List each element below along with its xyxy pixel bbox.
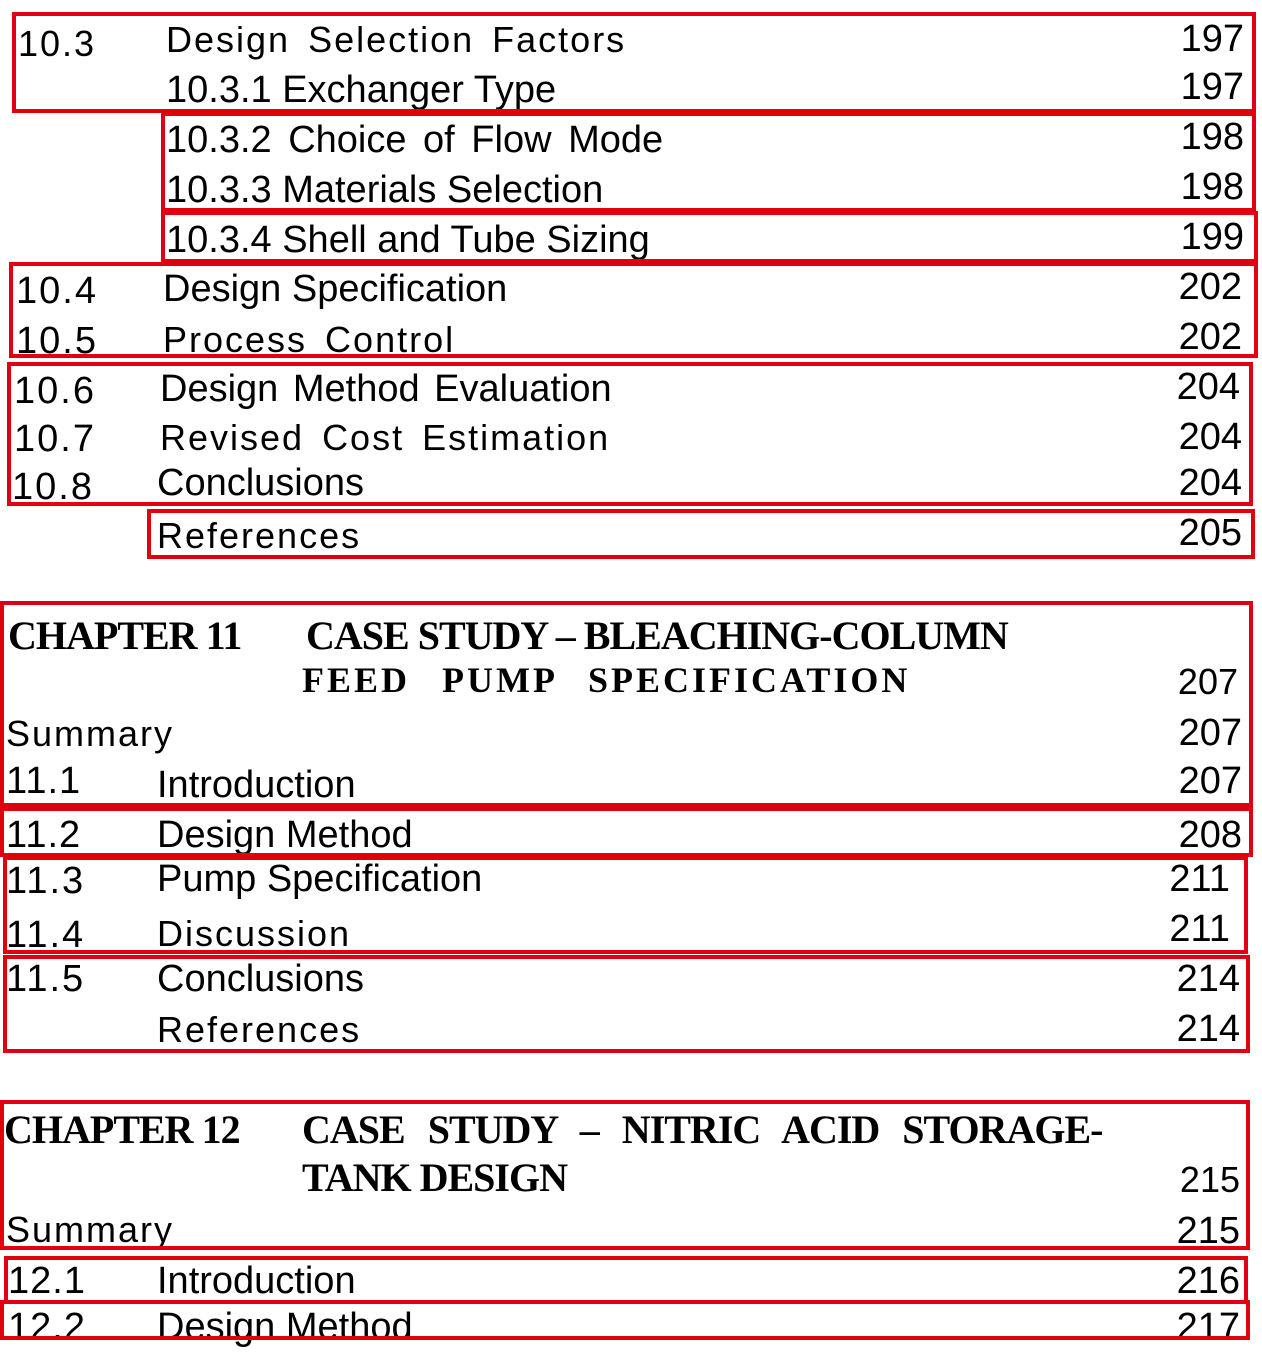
toc-entry <box>0 318 1262 368</box>
toc-entry <box>0 368 1262 418</box>
page-number: 198 <box>1180 166 1244 208</box>
chapter-title-line2: TANK DESIGN <box>302 1155 567 1200</box>
toc-entry <box>0 18 1262 68</box>
section-number: 11.2 <box>6 814 82 856</box>
entry-title: References <box>157 515 362 556</box>
toc-entry <box>0 462 1262 512</box>
entry-title: 10.3.4 Shell and Tube Sizing <box>166 219 650 261</box>
section-number: 11.5 <box>6 958 86 1000</box>
toc-entry <box>0 908 1262 958</box>
entry-title: Discussion <box>157 913 352 954</box>
page-number: 204 <box>1178 462 1242 504</box>
toc-entry <box>0 858 1262 908</box>
toc-entry <box>0 268 1262 318</box>
page-number: 198 <box>1180 116 1244 158</box>
section-number: 10.3 <box>18 23 97 64</box>
chapter-label: CHAPTER 12 <box>4 1107 240 1152</box>
entry-title: Summary <box>6 713 175 754</box>
section-number: 10.5 <box>16 320 98 362</box>
section-number: 10.4 <box>16 270 98 312</box>
page-number: 197 <box>1180 18 1244 60</box>
toc-entry <box>0 1260 1262 1310</box>
toc-entry <box>0 714 1262 764</box>
page-number: 211 <box>1169 858 1230 900</box>
chapter-heading <box>0 612 1262 712</box>
toc-entry <box>0 514 1262 564</box>
entry-title: Design Method Evaluation <box>160 368 612 410</box>
section-number: 11.4 <box>6 914 86 956</box>
entry-title: References <box>157 1009 362 1050</box>
entry-title: Conclusions <box>157 958 364 1000</box>
entry-title: Introduction <box>157 764 356 806</box>
toc-entry <box>0 68 1262 118</box>
page-number: 214 <box>1176 1008 1240 1050</box>
page-number: 211 <box>1169 908 1230 950</box>
chapter-title-line2: FEED PUMP SPECIFICATION <box>302 660 911 700</box>
section-number: 12.2 <box>8 1306 86 1348</box>
toc-entry <box>0 1210 1262 1260</box>
page-number: 215 <box>1176 1210 1240 1252</box>
toc-entry <box>0 416 1262 466</box>
page-number: 204 <box>1178 416 1242 458</box>
chapter-page-number: 215 <box>1179 1159 1240 1200</box>
entry-title: 10.3.1 Exchanger Type <box>166 69 557 111</box>
toc-entry <box>0 762 1262 812</box>
page-number: 208 <box>1178 814 1242 856</box>
page-number: 204 <box>1176 366 1240 408</box>
entry-title: 10.3.2 Choice of Flow Mode <box>166 119 664 161</box>
toc-entry <box>0 218 1262 268</box>
page-number: 199 <box>1180 216 1244 258</box>
entry-title: Summary <box>6 1209 175 1250</box>
page-number: 197 <box>1180 66 1244 108</box>
chapter-page-number: 207 <box>1177 661 1238 702</box>
entry-title: Process Control <box>163 319 456 360</box>
chapter-label: CHAPTER 11 <box>8 613 242 658</box>
entry-title: 10.3.3 Materials Selection <box>166 169 604 211</box>
toc-entry <box>0 1308 1262 1358</box>
section-number: 10.6 <box>14 370 96 412</box>
entry-title: Pump Specification <box>157 858 483 900</box>
toc-entry <box>0 812 1262 862</box>
entry-title: Introduction <box>157 1260 356 1302</box>
chapter-heading <box>0 1108 1262 1208</box>
toc-entry <box>0 1008 1262 1058</box>
page-number: 214 <box>1176 958 1240 1000</box>
entry-title: Design Method <box>157 1306 413 1348</box>
toc-entry <box>0 168 1262 218</box>
page-number: 217 <box>1176 1306 1240 1348</box>
page-number: 207 <box>1178 760 1242 802</box>
page-number: 202 <box>1178 316 1242 358</box>
section-number: 11.3 <box>6 860 86 902</box>
entry-title: Design Method <box>157 814 413 856</box>
entry-title: Conclusions <box>157 462 364 504</box>
section-number: 11.1 <box>6 760 82 802</box>
chapter-title-line1: CASE STUDY – NITRIC ACID STORAGE- <box>302 1107 1103 1152</box>
entry-title: Revised Cost Estimation <box>160 417 611 458</box>
page-number: 202 <box>1178 266 1242 308</box>
toc-entry <box>0 118 1262 168</box>
chapter-title-line1: CASE STUDY – BLEACHING-COLUMN <box>306 613 1008 658</box>
toc-entry <box>0 958 1262 1008</box>
page-number: 216 <box>1176 1260 1240 1302</box>
page-number: 205 <box>1178 512 1242 554</box>
page-number: 207 <box>1178 712 1242 754</box>
section-number: 12.1 <box>8 1260 86 1302</box>
section-number: 10.8 <box>12 466 94 508</box>
entry-title: Design Selection Factors <box>166 19 627 60</box>
entry-title: Design Specification <box>163 268 508 310</box>
section-number: 10.7 <box>14 418 96 460</box>
